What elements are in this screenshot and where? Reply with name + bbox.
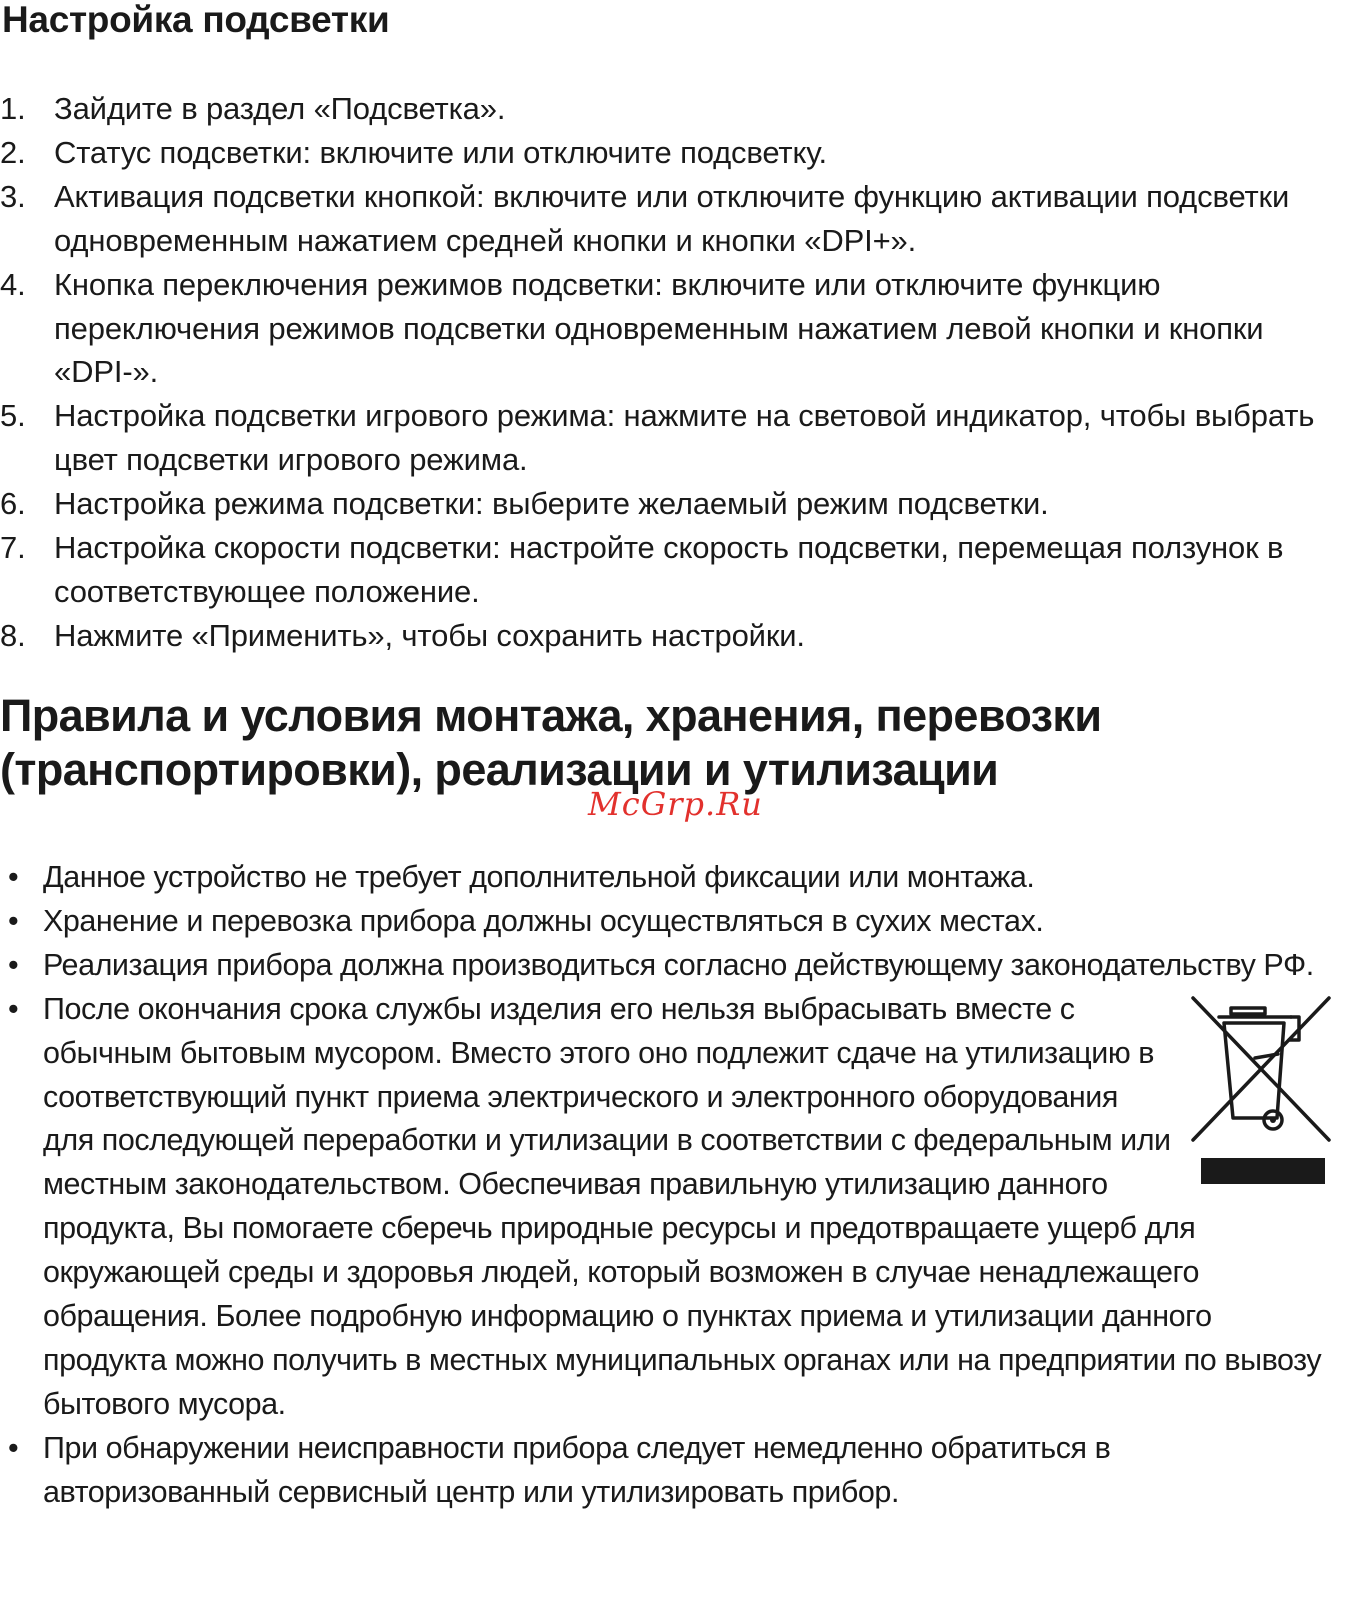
step-number: 2. — [0, 134, 26, 170]
watermark-text: McGrp.Ru — [588, 785, 763, 823]
bullet-marker: • — [8, 903, 19, 938]
step-number: 1. — [0, 91, 26, 126]
step-number: 7. — [0, 530, 26, 566]
step-number: 5. — [0, 398, 26, 434]
bullet-marker: • — [8, 860, 19, 894]
bullet-marker: • — [8, 947, 19, 982]
bullet-marker: • — [8, 1430, 19, 1465]
rule-text: Реализация прибора должна производиться согласно действующему законодательству РФ. — [43, 947, 1314, 982]
step-item — [0, 482, 1355, 526]
step-text: Кнопка переключения режимов подсветки: включите или отключите функцию переключения режимов подсветки одновременным нажатием левой кнопки и кнопки «DPI-». — [54, 266, 1264, 390]
rule-text: Хранение и перевозка прибора должны осуществляться в сухих местах. — [43, 903, 1044, 938]
rules-title-line-2: (транспортировки), реализации и утилизации — [0, 744, 999, 795]
backlight-section-title: Настройка подсветки — [2, 0, 390, 40]
step-item — [0, 131, 1355, 175]
step-text: Зайдите в раздел «Подсветка». — [54, 91, 506, 126]
rule-text: Данное устройство не требует дополнительной фиксации или монтажа. — [43, 860, 1035, 894]
step-number: 8. — [0, 617, 26, 653]
step-text: Активация подсветки кнопкой: включите или отключите функцию активации подсветки одновременным нажатием средней кнопки и кнопки «DPI+». — [54, 178, 1290, 258]
rule-item — [0, 900, 1335, 944]
rule-item — [0, 1427, 1335, 1515]
step-text: Статус подсветки: включите или отключите подсветку. — [54, 134, 827, 170]
rule-text: При обнаружении неисправности прибора следует немедленно обратиться в авторизованный сервисный центр или утилизировать прибор. — [43, 1430, 1111, 1509]
step-number: 4. — [0, 266, 26, 302]
rules-section-title — [0, 689, 1340, 797]
step-item — [0, 614, 1355, 658]
rule-item — [0, 856, 1335, 900]
step-text: Настройка скорости подсветки: настройте скорость подсветки, перемещая ползунок в соответствующее положение. — [54, 530, 1284, 609]
step-number: 6. — [0, 486, 26, 522]
bullet-marker: • — [8, 991, 19, 1026]
step-item — [0, 394, 1355, 482]
step-text: Настройка режима подсветки: выберите желаемый режим подсветки. — [54, 486, 1049, 522]
rules-title-line-1: Правила и условия монтажа, хранения, перевозки — [0, 690, 1102, 741]
crossed-out-wheelie-bin-icon — [1181, 990, 1343, 1195]
backlight-steps-list — [0, 87, 1355, 658]
step-item — [0, 87, 1355, 131]
step-number: 3. — [0, 178, 26, 214]
step-item — [0, 526, 1355, 614]
rule-text: После окончания срока службы изделия его нельзя выбрасывать вместе с обычным бытовым мусором. Вместо этого оно подлежит сдаче на утилизацию в соответствующий пункт приема электрического и электронного оборудования для последующей переработки и утилизации в соответствии с федеральным или местным законодательством. Обеспечивая правильную утилизацию данного продукта, Вы помогаете сберечь природные ресурсы и предотвращаете ущерб для окружающей среды и здоровья людей, который возможен в случае ненадлежащего обращения. Более подробную информацию о пунктах приема и утилизации данного продукта можно получить в местных муниципальных органах или на предприятии по вывозу бытового мусора. — [43, 991, 1322, 1421]
rule-item — [0, 988, 1335, 1427]
step-item — [0, 263, 1355, 395]
step-text: Нажмите «Применить», чтобы сохранить настройки. — [54, 617, 805, 653]
step-text: Настройка подсветки игрового режима: нажмите на световой индикатор, чтобы выбрать цвет подсветки игрового режима. — [54, 398, 1315, 478]
rules-list — [0, 856, 1335, 1515]
rule-item — [0, 944, 1335, 988]
step-item — [0, 175, 1355, 263]
